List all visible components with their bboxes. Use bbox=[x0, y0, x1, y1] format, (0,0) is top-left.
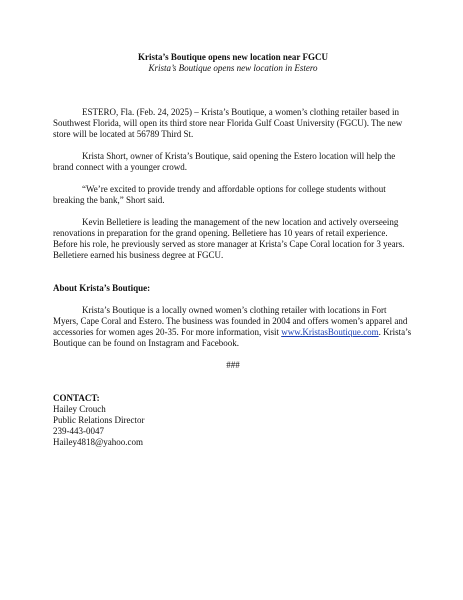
about-heading: About Krista’s Boutique: bbox=[53, 283, 151, 293]
manager-paragraph: Kevin Belletiere is leading the management of the new location and actively overseeing renovations in preparation for the grand opening. Belletiere has 10 years of retail experience. Before his role, he previously served as store manager at Krista’s Cape Coral location for 3 years. Belletiere earned his business degree at FGCU. bbox=[53, 217, 405, 260]
spacer bbox=[53, 294, 413, 305]
spacer bbox=[53, 206, 413, 217]
intro-paragraph: ESTERO, Fla. (Feb. 24, 2025) – Krista’s Boutique, a women’s clothing retailer based in Southwest Florida, will open its third store near Florida Gulf Coast University (FGCU). The new store will be located at 56789 Third St. bbox=[53, 107, 403, 139]
press-release bbox=[53, 52, 413, 448]
headline: Krista’s Boutique opens new location near FGCU bbox=[137, 52, 328, 62]
subheadline: Krista’s Boutique opens new location in Estero bbox=[148, 63, 318, 73]
contact-phone: 239-443-0047 bbox=[53, 426, 104, 436]
contact-heading: CONTACT: bbox=[53, 393, 100, 403]
contact-title: Public Relations Director bbox=[53, 415, 145, 425]
quote-paragraph: “We’re excited to provide trendy and affordable options for college students without breaking the bank,” Short said. bbox=[53, 184, 386, 205]
spacer bbox=[53, 74, 413, 107]
about-text-after-link: . Krista’s Boutique can be found on Instagram and Facebook. bbox=[53, 327, 412, 348]
spacer bbox=[53, 349, 413, 360]
about-paragraph bbox=[53, 305, 413, 349]
spacer bbox=[53, 140, 413, 151]
owner-paragraph: Krista Short, owner of Krista’s Boutique, said opening the Estero location will help the brand connect with a younger crowd. bbox=[53, 151, 396, 172]
spacer bbox=[53, 261, 413, 283]
about-text-before-link: Krista’s Boutique is a locally owned women’s clothing retailer with locations in Fort Myers, Cape Coral and Estero. The business was founded in 2004 and offers women’s apparel and accessories for women ages 20-35. For more information, visit bbox=[53, 305, 408, 337]
spacer bbox=[53, 371, 413, 393]
contact-email: Hailey4818@yahoo.com bbox=[53, 437, 144, 447]
end-marker: ### bbox=[226, 360, 240, 370]
contact-name: Hailey Crouch bbox=[53, 404, 106, 414]
spacer bbox=[53, 173, 413, 184]
website-link[interactable]: www.KristasBoutique.com bbox=[281, 327, 379, 337]
